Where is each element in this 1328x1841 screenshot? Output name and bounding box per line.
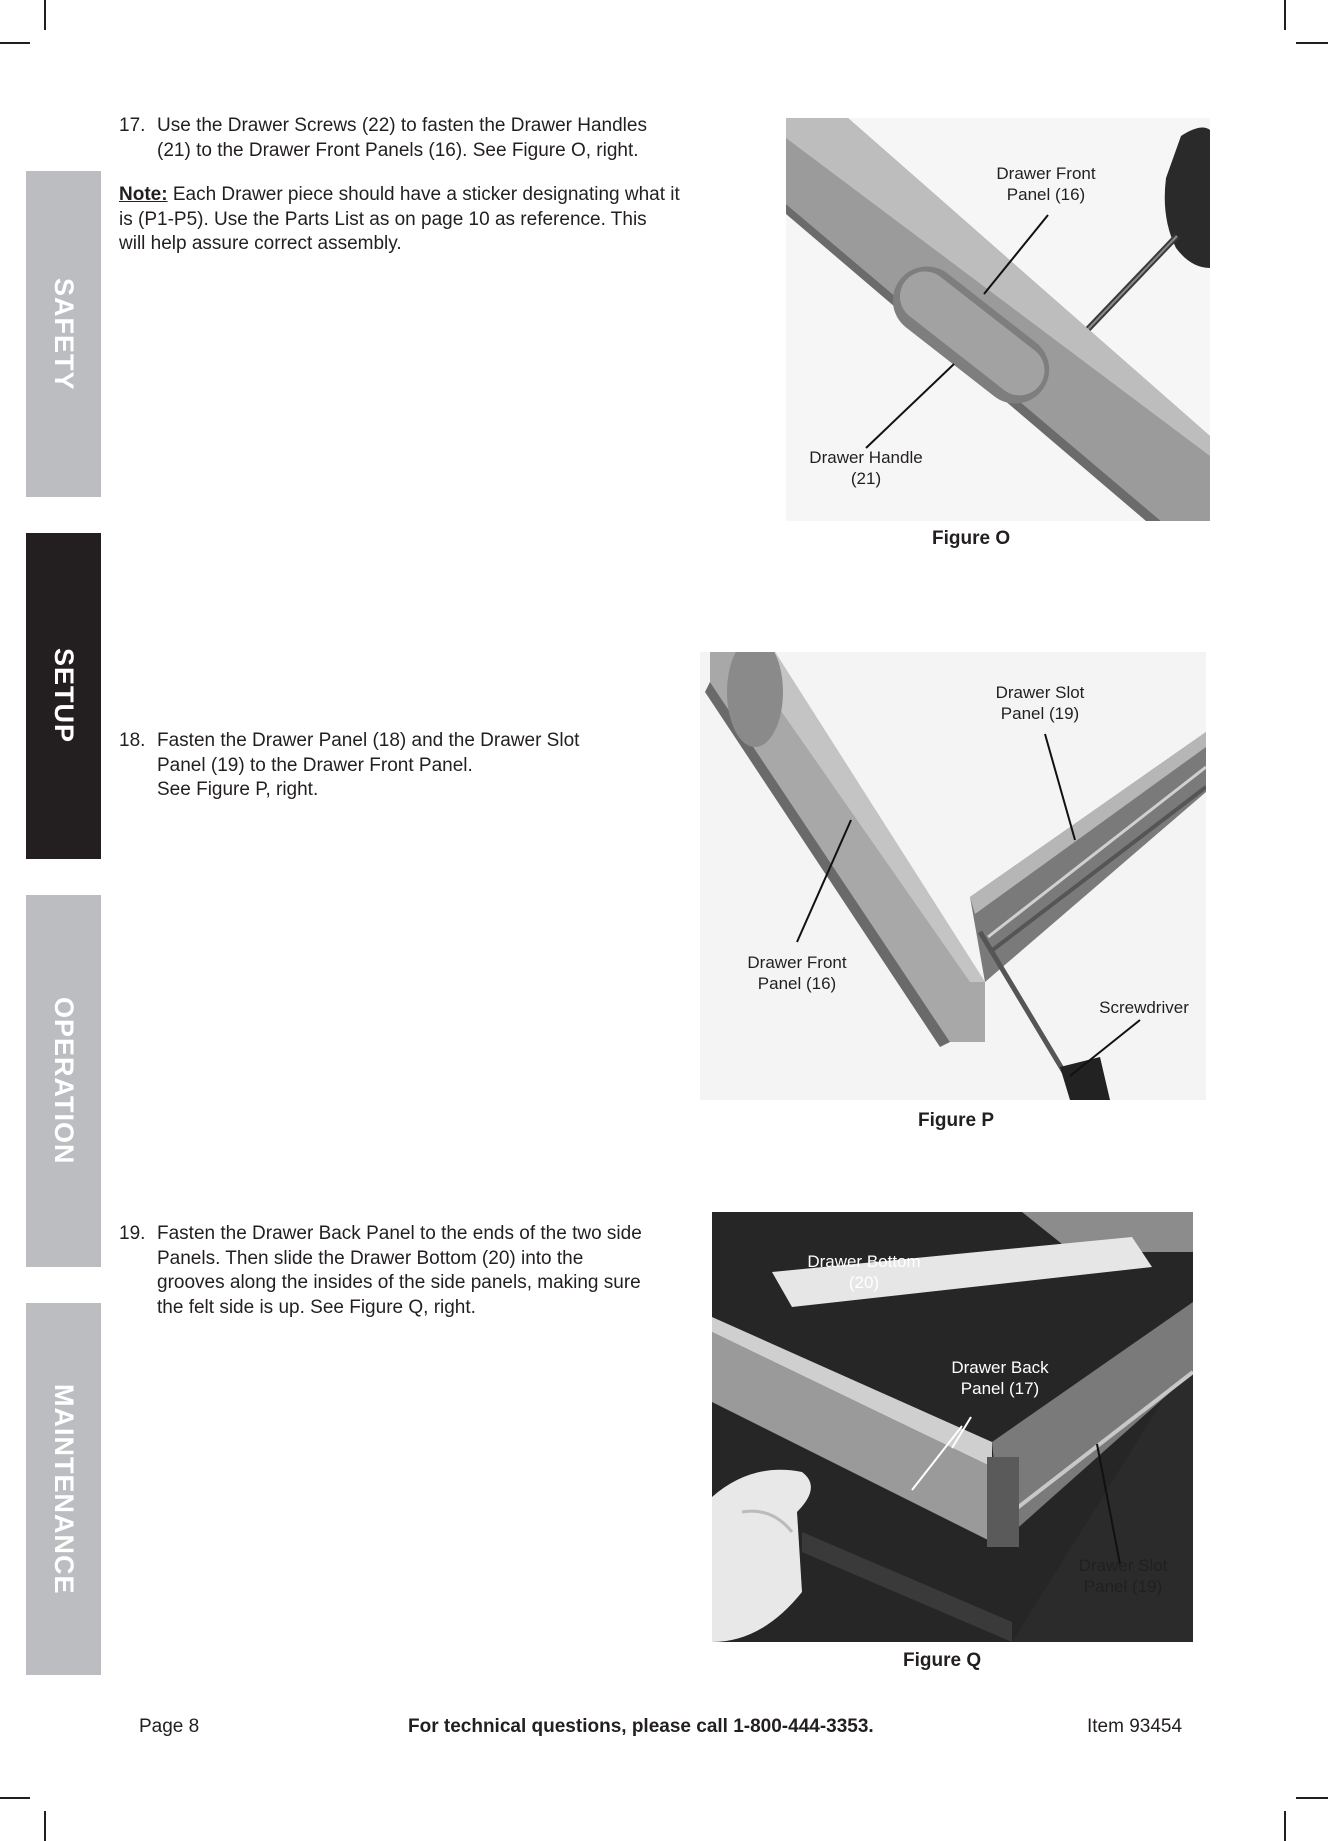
step-number: 17. bbox=[119, 115, 146, 136]
tab-safety[interactable] bbox=[26, 171, 101, 497]
step-line: Fasten the Drawer Back Panel to the ends of the two side bbox=[157, 1223, 642, 1244]
note-line bbox=[119, 183, 759, 208]
step-17 bbox=[119, 114, 759, 163]
step-line: Fasten the Drawer Panel (18) and the Drawer Slot bbox=[157, 730, 580, 751]
crop-mark bbox=[0, 1797, 30, 1799]
step-line: See Figure P, right. bbox=[157, 779, 319, 800]
tab-setup[interactable] bbox=[26, 533, 101, 859]
label-drawer-slot-panel: Drawer Slot Panel (19) bbox=[995, 683, 1085, 723]
figure-p-image bbox=[700, 652, 1206, 1100]
tab-operation-label: OPERATION bbox=[49, 997, 79, 1165]
tab-safety-label: SAFETY bbox=[49, 277, 79, 391]
note-line: will help assure correct assembly. bbox=[119, 233, 402, 254]
tab-operation[interactable] bbox=[26, 895, 101, 1267]
note-line: is (P1-P5). Use the Parts List as on page 10 as reference. This bbox=[119, 208, 647, 230]
note bbox=[119, 183, 759, 257]
crop-mark bbox=[1284, 1811, 1286, 1841]
crop-mark bbox=[1296, 1797, 1328, 1799]
step-line: grooves along the insides of the side panels, making sure bbox=[157, 1272, 641, 1293]
label-drawer-front-panel: Drawer Front Panel (16) bbox=[996, 164, 1096, 204]
tab-maintenance-label: MAINTENANCE bbox=[49, 1383, 79, 1595]
support-phone: For technical questions, please call 1-800-444-3353. bbox=[408, 1716, 874, 1737]
note-label: Note: bbox=[119, 184, 168, 205]
tab-maintenance[interactable] bbox=[26, 1303, 101, 1675]
figure-o-caption: Figure O bbox=[932, 528, 1011, 549]
label-drawer-front-panel: Drawer Front Panel (16) bbox=[747, 953, 847, 993]
crop-mark bbox=[44, 0, 46, 30]
label-drawer-slot-panel: Drawer Slot Panel (19) bbox=[1078, 1556, 1168, 1596]
step-19 bbox=[119, 1222, 709, 1320]
crop-mark bbox=[1284, 0, 1286, 30]
figure-p-caption: Figure P bbox=[918, 1110, 995, 1131]
label-drawer-bottom: Drawer Bottom (20) bbox=[807, 1252, 921, 1292]
crop-mark bbox=[1296, 42, 1328, 44]
step-line: Panel (19) to the Drawer Front Panel. bbox=[157, 754, 473, 776]
step-line: the felt side is up. See Figure Q, right. bbox=[157, 1296, 476, 1318]
step-line: Panels. Then slide the Drawer Bottom (20) into the bbox=[157, 1247, 584, 1269]
crop-mark bbox=[0, 42, 30, 44]
step-line: (21) to the Drawer Front Panels (16). See Figure O, right. bbox=[157, 139, 639, 161]
crop-mark bbox=[44, 1811, 46, 1841]
figure-q-caption: Figure Q bbox=[903, 1650, 982, 1671]
label-drawer-back-panel: Drawer Back Panel (17) bbox=[951, 1358, 1049, 1398]
label-screwdriver: Screwdriver bbox=[1099, 998, 1189, 1017]
item-number: Item 93454 bbox=[1087, 1716, 1183, 1737]
step-line: Use the Drawer Screws (22) to fasten the Drawer Handles bbox=[157, 115, 647, 136]
page-number: Page 8 bbox=[139, 1716, 200, 1737]
step-18 bbox=[119, 729, 679, 803]
tab-setup-label: SETUP bbox=[49, 648, 79, 744]
label-drawer-handle: Drawer Handle (21) bbox=[809, 448, 923, 488]
step-number: 19. bbox=[119, 1223, 146, 1244]
step-number: 18. bbox=[119, 730, 146, 751]
note-text: Each Drawer piece should have a sticker designating what it bbox=[167, 184, 680, 205]
